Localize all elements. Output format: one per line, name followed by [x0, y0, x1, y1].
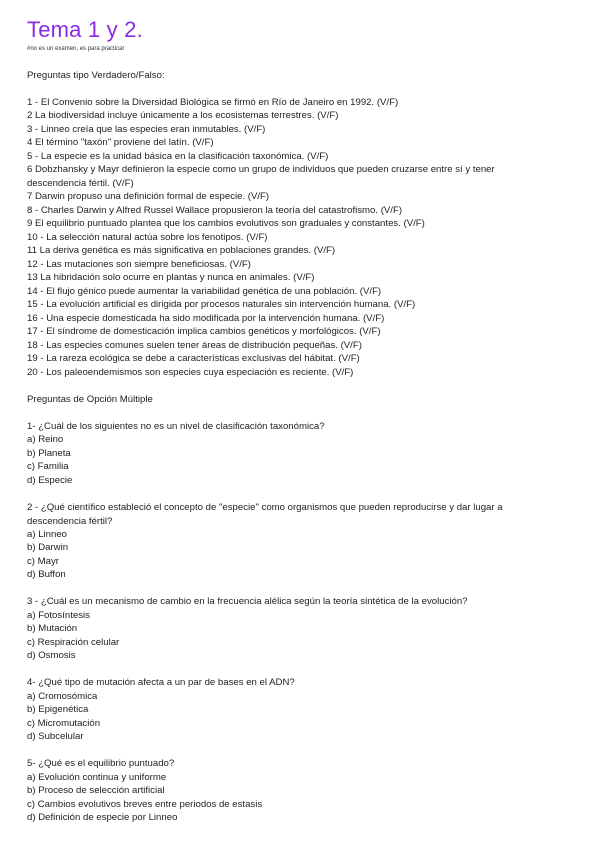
mc-option: b) Epigenética	[27, 704, 89, 715]
mc-option: a) Evolución continua y uniforme	[27, 772, 167, 783]
mc-option: d) Definición de especie por Linneo	[27, 812, 178, 823]
mc-option: a) Fotosíntesis	[27, 610, 90, 621]
mc-option: d) Buffon	[27, 569, 66, 580]
page-title: Tema 1 y 2.	[27, 17, 143, 42]
page-subtitle: #no es un examen, es para practicar	[27, 46, 125, 52]
tf-item: 12 - Las mutaciones son siempre beneficiosas. (V/F)	[27, 259, 251, 270]
tf-item: 8 - Charles Darwin y Alfred Russel Wallace propusieron la teoría del catastrofismo. (V/F)	[27, 205, 403, 216]
mc-question: 1- ¿Cuál de los siguientes no es un nivel de clasificación taxonómica?	[27, 421, 325, 432]
mc-option: a) Reino	[27, 434, 64, 445]
mc-option: c) Mayr	[27, 556, 59, 567]
tf-item: 10 - La selección natural actúa sobre los fenotipos. (V/F)	[27, 232, 268, 243]
mc-option: a) Cromosómica	[27, 691, 98, 702]
tf-item: 2 La biodiversidad incluye únicamente a los ecosistemas terrestres. (V/F)	[27, 110, 339, 121]
tf-item: 9 El equilibrio puntuado plantea que los cambios evolutivos son graduales y constantes. (V/F)	[27, 218, 425, 229]
mc-question: 2 - ¿Qué científico estableció el concepto de "especie" como organismos que pueden reproducirse y dar lugar a descendencia fértil?	[27, 502, 503, 527]
tf-item: 16 - Una especie domesticada ha sido modificada por la intervención humana. (V/F)	[27, 313, 385, 324]
mc-option: d) Especie	[27, 475, 73, 486]
mc-option: b) Mutación	[27, 623, 78, 634]
tf-item: 5 - La especie es la unidad básica en la clasificación taxonómica. (V/F)	[27, 151, 329, 162]
tf-item: 15 - La evolución artificial es dirigida por procesos naturales sin intervención humana. (V/F)	[27, 299, 416, 310]
mc-option: d) Subcelular	[27, 731, 84, 742]
tf-heading: Preguntas tipo Verdadero/Falso:	[27, 70, 165, 81]
mc-question: 5- ¿Qué es el equilibrio puntuado?	[27, 758, 175, 769]
tf-item: 1 - El Convenio sobre la Diversidad Biológica se firmó en Río de Janeiro en 1992. (V/F)	[27, 97, 399, 108]
tf-item: 17 - El síndrome de domesticación implica cambios genéticos y morfológicos. (V/F)	[27, 326, 381, 337]
mc-option: b) Planeta	[27, 448, 71, 459]
tf-item: 19 - La rareza ecológica se debe a características exclusivas del hábitat. (V/F)	[27, 353, 360, 364]
mc-option: c) Familia	[27, 461, 69, 472]
tf-item: 7 Darwin propuso una definición formal de especie. (V/F)	[27, 191, 270, 202]
mc-option: b) Darwin	[27, 542, 69, 553]
mc-option: c) Micromutación	[27, 718, 101, 729]
tf-item: 6 Dobzhansky y Mayr definieron la especie como un grupo de individuos que pueden cruzarse entre sí y tener descendencia fértil. (V/F)	[27, 164, 495, 189]
mc-question: 3 - ¿Cuál es un mecanismo de cambio en la frecuencia alélica según la teoría sintética de la evolución?	[27, 596, 468, 607]
mc-option: b) Proceso de selección artificial	[27, 785, 165, 796]
tf-item: 3 - Linneo creía que las especies eran inmutables. (V/F)	[27, 124, 266, 135]
mc-option: a) Linneo	[27, 529, 68, 540]
tf-item: 4 El término "taxón" proviene del latín. (V/F)	[27, 137, 214, 148]
mc-heading: Preguntas de Opción Múltiple	[27, 394, 153, 405]
tf-item: 14 - El flujo génico puede aumentar la variabilidad genética de una población. (V/F)	[27, 286, 382, 297]
tf-item: 18 - Las especies comunes suelen tener áreas de distribución pequeñas. (V/F)	[27, 340, 362, 351]
tf-item: 13 La hibridación solo ocurre en plantas y nunca en animales. (V/F)	[27, 272, 315, 283]
mc-question: 4- ¿Qué tipo de mutación afecta a un par de bases en el ADN?	[27, 677, 295, 688]
mc-option: d) Osmosis	[27, 650, 76, 661]
tf-item: 11 La deriva genética es más significativa en poblaciones grandes. (V/F)	[27, 245, 336, 256]
tf-item: 20 - Los paleoendemismos son especies cuya especiación es reciente. (V/F)	[27, 367, 354, 378]
mc-option: c) Respiración celular	[27, 637, 120, 648]
mc-option: c) Cambios evolutivos breves entre periodos de estasis	[27, 799, 263, 810]
